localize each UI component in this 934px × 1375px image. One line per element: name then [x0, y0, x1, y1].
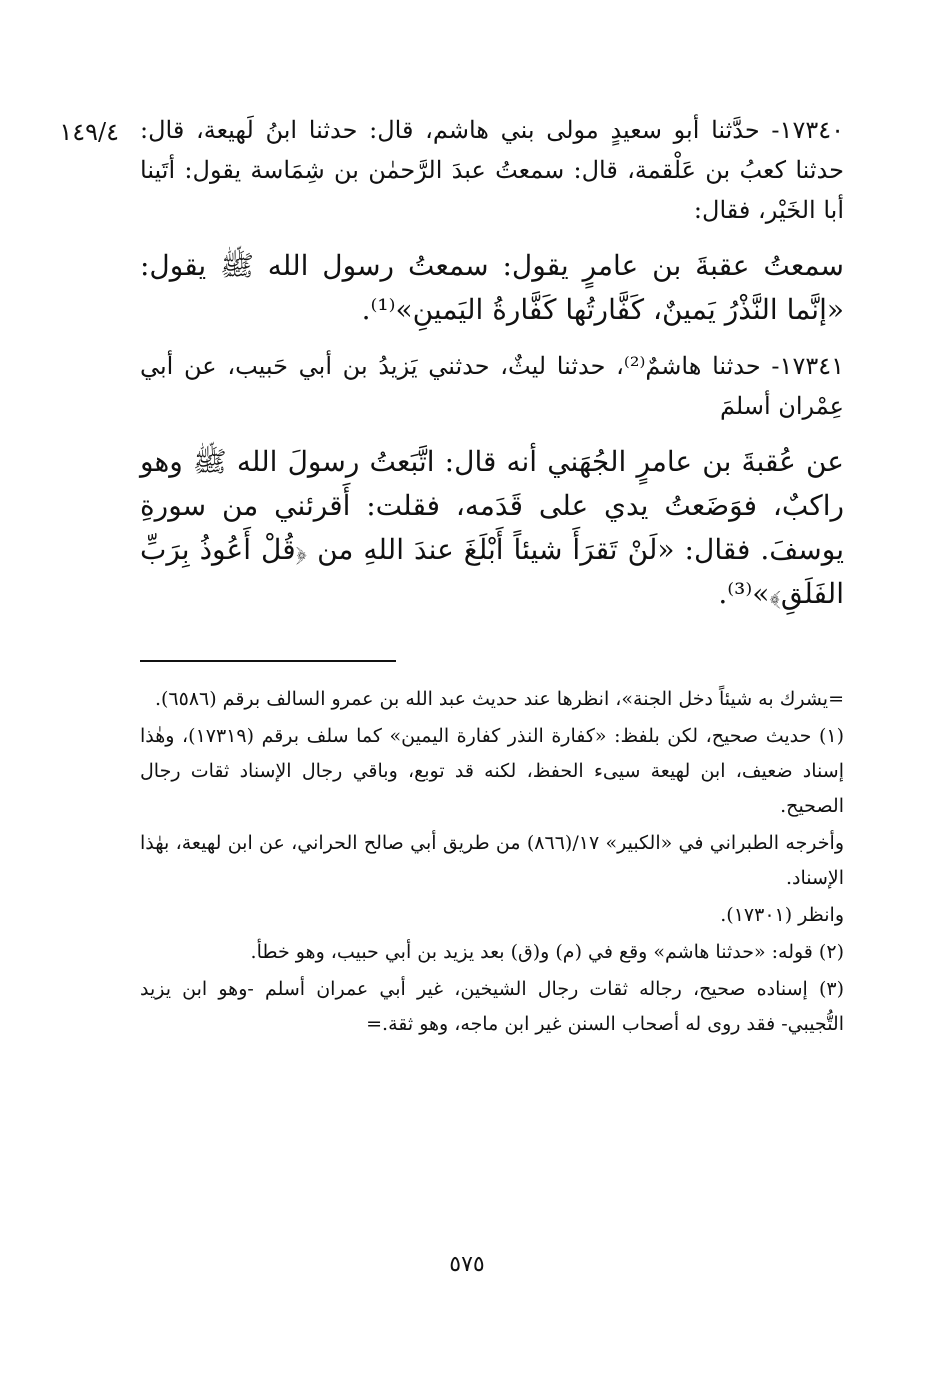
footnote-separator [140, 660, 396, 662]
footnote-3: (٣) إسناده صحيح، رجاله ثقات رجال الشيخين، غير أبي عمران أسلم -وهو ابن يزيد التُّجيبي- فقد روى له أصحاب السنن غير ابن ماجه، وهو ثقة.= [140, 978, 844, 1035]
footnote-2: (٢) قوله: «حدثنا هاشم» وقع في (م) و(ق) بعد يزيد بن أبي حبيب، وهو خطأ. [250, 941, 844, 963]
page-number: ٥٧٥ [449, 1252, 485, 1277]
page-body [140, 110, 844, 1044]
footnote-continued: =يشرك به شيئاً دخل الجنة»، انظرها عند حديث عبد الله بن عمرو السالف برقم (٦٥٨٦). [154, 688, 844, 710]
footnote-1-see-also: وانظر (١٧٣٠١). [720, 904, 844, 926]
margin-volume-page-reference: ١٤٩/٤ [59, 118, 119, 146]
footnotes [140, 682, 844, 1042]
hadith-17340-matn: سمعتُ عقبةَ بن عامرٍ يقول: سمعتُ رسول الله ﷺ يقول: «إنَّما النَّذْرُ يَمينٌ، كَفَّارتُها كَفَّارةُ اليَمينِ»⁽¹⁾. [140, 249, 844, 326]
footnote-1-continued: وأخرجه الطبراني في «الكبير» ١٧/(٨٦٦) من طريق أبي صالح الحراني، عن ابن لهيعة، بهٰذا الإسناد. [140, 832, 844, 889]
footnote-separator-wrap [140, 630, 844, 682]
hadith-17341-isnad: ١٧٣٤١- حدثنا هاشمٌ⁽²⁾، حدثنا ليثٌ، حدثني يَزيدُ بن أبي حَبيب، عن أبي عِمْران أسلمَ [140, 352, 844, 420]
footnote-1: (١) حديث صحيح، لكن بلفظ: «كفارة النذر كفارة اليمين» كما سلف برقم (١٧٣١٩)، وهٰذا إسناد ضعيف، ابن لهيعة سيىء الحفظ، لكنه قد توبع، وباقي رجال الإسناد ثقات رجال الصحيح. [140, 725, 844, 817]
hadith-17341-matn: عن عُقبةَ بن عامرٍ الجُهَني أنه قال: اتَّبَعتُ رسولَ الله ﷺ وهو راكبٌ، فوَضَعتُ يدي على قَدَمه، فقلت: أَقرئني من سورةِ يوسفَ. فقال: «لَنْ تَقرَأَ شيئاً أَبْلَغَ عندَ اللهِ من ﴿قُلْ أَعُوذُ بِرَبِّ الفَلَقِ﴾»⁽³⁾. [140, 445, 844, 610]
hadith-17340-isnad: ١٧٣٤٠- حدَّثنا أبو سعيدٍ مولى بني هاشم، قال: حدثنا ابنُ لَهيعة، قال: حدثنا كعبُ بن عَلْقمة، قال: سمعتُ عبدَ الرَّحمٰن بن شِمَاسة يقول: أتَينا أبا الخَيْر، فقال: [140, 116, 844, 224]
